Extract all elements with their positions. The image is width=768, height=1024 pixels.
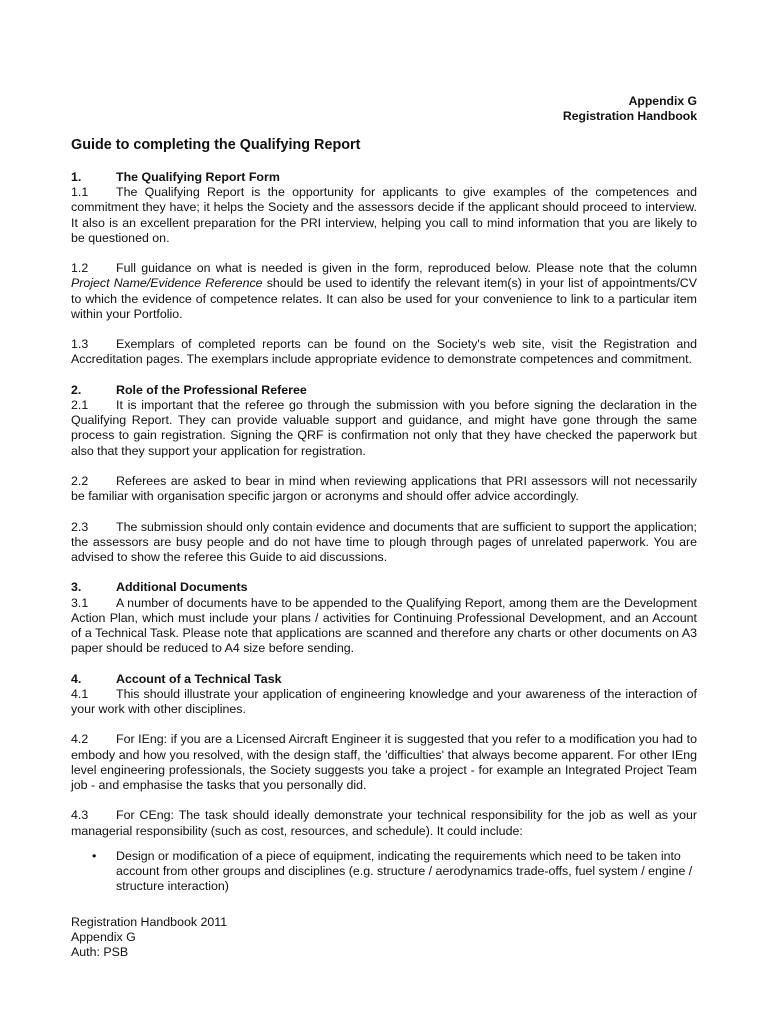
page-title: Guide to completing the Qualifying Report xyxy=(71,137,361,153)
paragraph-2-3: 2.3 The submission should only contain evidence and documents that are sufficient to support the application; the assessors are busy people and do not have time to plough through pages of unrelated paperwork. You are advised to show the referee this Guide to aid discussions. xyxy=(71,519,697,564)
column-name: Project Name/Evidence Reference xyxy=(71,276,263,291)
paragraph-2-1: 2.1 It is important that the referee go through the submission with you before signing the declaration in the Qualifying Report. They can provide valuable support and guidance, and might have gone through the same process to gain registration. Signing the QRF is confirmation not only that they have checked the paperwork but also that they support your application for registration. xyxy=(71,398,697,458)
paragraph-4-1: 4.1 This should illustrate your application of engineering knowledge and your awareness of the interaction of your work with other disciplines. xyxy=(71,686,697,716)
section-2-heading: 2. Role of the Professional Referee xyxy=(71,382,307,397)
page-header xyxy=(563,94,697,124)
paragraph-2-2: 2.2 Referees are asked to bear in mind when reviewing applications that PRI assessors will not necessarily be familiar with organisation specific jargon or acronyms and should offer advice accordingly. xyxy=(71,474,697,504)
paragraph-4-3: 4.3 For CEng: The task should ideally demonstrate your technical responsibility for the job as well as your managerial responsibility (such as cost, resources, and schedule). It could include: xyxy=(71,808,697,838)
header-appendix: Appendix G xyxy=(628,94,697,108)
header-handbook: Registration Handbook xyxy=(562,109,697,123)
section-4-heading: 4. Account of a Technical Task xyxy=(71,671,282,686)
paragraph-1-3: 1.3 Exemplars of completed reports can be found on the Society's web site, visit the Registration and Accreditation pages. The exemplars include appropriate evidence to demonstrate competences and commitment. xyxy=(71,337,697,367)
paragraph-1-1: 1.1 The Qualifying Report is the opportunity for applicants to give examples of the competences and commitment they have; it helps the Society and the assessors decide if the applicant should proceed to interview. It also is an excellent preparation for the PRI interview, helping you call to mind information that you are likely to be questioned on. xyxy=(71,185,697,245)
section-3-heading: 3. Additional Documents xyxy=(71,580,248,595)
page-footer xyxy=(71,915,227,961)
bullet-item: • Design or modification of a piece of equipment, indicating the requirements which need to be taken into account from other groups and disciplines (e.g. structure / aerodynamics trade-offs, fuel system / engine / structure interaction) xyxy=(71,849,697,895)
section-1-heading: 1. The Qualifying Report Form xyxy=(71,170,280,184)
paragraph-4-2: 4.2 For IEng: if you are a Licensed Aircraft Engineer it is suggested that you refer to a modification you had to embody and how you resolved, with the design staff, the 'difficulties' that always become apparent. For other IEng level engineering professionals, the Society suggests you take a project - for example an Integrated Project Team job - and emphasise the tasks that you personally did. xyxy=(71,732,697,792)
paragraph-3-1: 3.1 A number of documents have to be appended to the Qualifying Report, among them are the Development Action Plan, which must include your plans / activities for Continuing Professional Development, and an Account of a Technical Task. Please note that applications are scanned and therefore any charts or other documents on A3 paper should be reduced to A4 size before sending. xyxy=(71,595,697,656)
footer-author: Auth: PSB xyxy=(71,945,129,960)
footer-handbook: Registration Handbook 2011 xyxy=(71,915,228,929)
footer-appendix: Appendix G xyxy=(71,930,136,945)
paragraph-1-2: 1.2 Full guidance on what is needed is given in the form, reproduced below. Please note that the column Project Name/Evidence Reference should be used to identify the relevant item(s) in your list of appointments/CV to which the evidence of competence relates. It can also be used for your convenience to link to a particular item within your Portfolio. xyxy=(71,261,697,321)
document-body xyxy=(71,170,697,894)
bullet-icon: • xyxy=(92,848,97,863)
